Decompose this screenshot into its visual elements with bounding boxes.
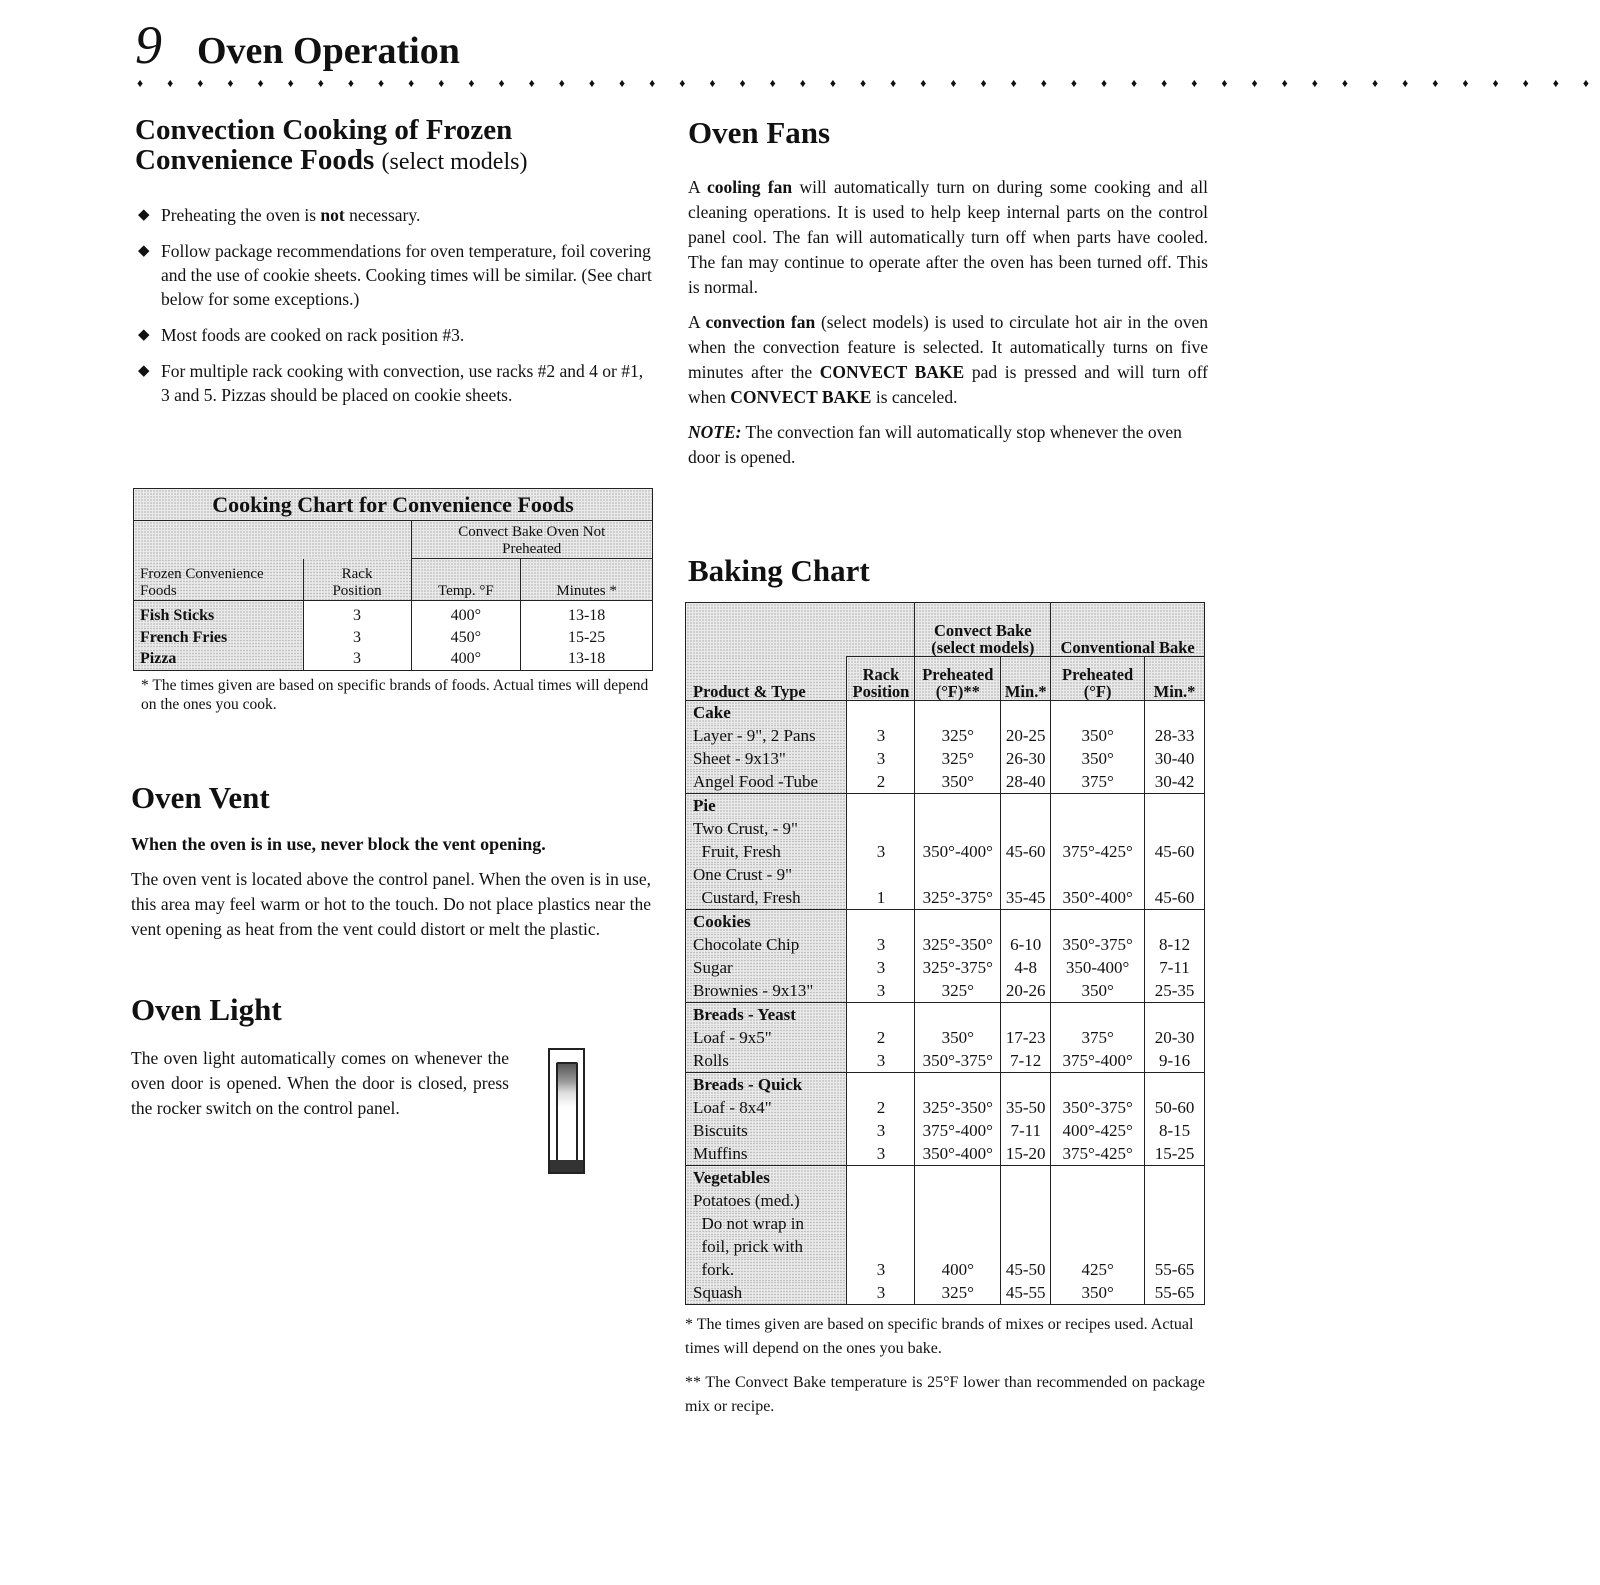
- cooling-fan-paragraph: A cooling fan will automatically turn on during some cooking and all cleaning operations. It is used to help keep internal parts on the control panel cool. The fan will automatically turn off when parts have cooled. The fan may continue to operate after the oven has been turned off. This is normal.: [688, 177, 1208, 297]
- category-label: Breads - Yeast: [686, 1003, 847, 1027]
- cell-rack: [847, 863, 915, 886]
- empty-cell: [915, 794, 1001, 818]
- rocker-switch-paddle: [556, 1062, 578, 1162]
- empty-cell: [847, 1073, 915, 1097]
- baking-chart-title: Baking Chart: [688, 553, 870, 588]
- cell-cn-min: [1145, 1189, 1205, 1212]
- category-label: Breads - Quick: [686, 1073, 847, 1097]
- col-header-food: Frozen Convenience Foods: [134, 559, 304, 601]
- empty-cell: [1145, 1166, 1205, 1190]
- table-row: [686, 817, 1205, 840]
- cell-product: Angel Food -Tube: [686, 770, 847, 794]
- cell-cv-pre: 325°: [915, 1281, 1001, 1305]
- convection-section-title: [135, 115, 655, 177]
- cell-cv-pre: 375°-400°: [915, 1119, 1001, 1142]
- baking-chart: [685, 602, 1205, 1419]
- cell-food: Pizza: [134, 649, 304, 671]
- cell-cv-pre: 350°: [915, 770, 1001, 794]
- table-row: [686, 956, 1205, 979]
- cell-cn-pre: 375°-425°: [1051, 1142, 1145, 1166]
- cell-cn-pre: [1051, 817, 1145, 840]
- cell-product: Fruit, Fresh: [686, 840, 847, 863]
- convenience-footnote: * The times given are based on specific brands of foods. Actual times will depend on the ones you cook.: [141, 677, 649, 713]
- cell-product: Loaf - 9x5": [686, 1026, 847, 1049]
- cell-cn-pre: [1051, 1235, 1145, 1258]
- cell-rack: 3: [847, 1281, 915, 1305]
- cell-cn-pre: [1051, 1212, 1145, 1235]
- cell-cn-min: 50-60: [1145, 1096, 1205, 1119]
- table-row: [686, 1281, 1205, 1305]
- col-header-rack-position: Rack Position: [847, 657, 915, 701]
- cell-cn-min: 30-40: [1145, 747, 1205, 770]
- baking-footnote-1: * The times given are based on specific brands of mixes or recipes used. Actual times will depend on the ones you bake.: [685, 1316, 1194, 1357]
- table-row: [686, 747, 1205, 770]
- cell-cn-pre: 400°-425°: [1051, 1119, 1145, 1142]
- convection-title-line2: Convenience Foods: [135, 144, 375, 176]
- table-row: [686, 1189, 1205, 1212]
- diamond-bullet-icon: ◆: [138, 207, 150, 223]
- cell-cn-min: 55-65: [1145, 1281, 1205, 1305]
- cell-cv-pre: 350°-400°: [915, 1142, 1001, 1166]
- cell-cv-min: 20-25: [1001, 724, 1051, 747]
- cell-product: Loaf - 8x4": [686, 1096, 847, 1119]
- cell-product: Layer - 9", 2 Pans: [686, 724, 847, 747]
- convect-bake-header: Convect Bake (select models): [915, 603, 1051, 657]
- cell-cn-min: [1145, 1212, 1205, 1235]
- cell-cv-pre: 325°-375°: [915, 956, 1001, 979]
- cell-rack: 3: [847, 1142, 915, 1166]
- cell-minutes: 13-18: [521, 601, 653, 627]
- table-row: [134, 601, 653, 627]
- cell-cn-pre: 375°-400°: [1051, 1049, 1145, 1073]
- cell-rack: [847, 1235, 915, 1258]
- empty-cell: [1001, 794, 1051, 818]
- cell-cv-min: 7-11: [1001, 1119, 1051, 1142]
- convection-title-line1: Convection Cooking of Frozen: [135, 114, 513, 146]
- cell-food: French Fries: [134, 627, 304, 649]
- table-row: [686, 770, 1205, 794]
- cell-cn-pre: 350°-375°: [1051, 933, 1145, 956]
- empty-cell: [915, 701, 1001, 725]
- cell-cn-pre: 350°: [1051, 979, 1145, 1003]
- cell-cv-pre: [915, 1235, 1001, 1258]
- empty-cell: [847, 1003, 915, 1027]
- cell-food: Fish Sticks: [134, 601, 304, 627]
- cell-rack: 3: [303, 649, 411, 671]
- oven-light-body: The oven light automatically comes on whenever the oven door is opened. When the door is closed, press the rocker switch on the control panel.: [131, 1048, 509, 1118]
- cell-cn-min: 25-35: [1145, 979, 1205, 1003]
- diamond-divider: ♦ ♦ ♦ ♦ ♦ ♦ ♦ ♦ ♦ ♦ ♦ ♦ ♦ ♦ ♦ ♦ ♦ ♦ ♦ ♦ ♦ ♦ ♦ ♦ ♦ ♦ ♦ ♦ ♦ ♦ ♦ ♦ ♦ ♦ ♦ ♦ ♦ ♦ ♦ ♦ ♦ ♦ ♦ ♦ ♦ ♦ ♦ ♦ ♦: [137, 76, 1600, 90]
- table-row: [686, 840, 1205, 863]
- empty-cell: [847, 1166, 915, 1190]
- cell-temp: 400°: [411, 601, 521, 627]
- cell-cv-min: 28-40: [1001, 770, 1051, 794]
- cell-cv-pre: 325°: [915, 979, 1001, 1003]
- table-row: [686, 1235, 1205, 1258]
- cell-cn-min: 28-33: [1145, 724, 1205, 747]
- cell-cv-pre: [915, 817, 1001, 840]
- cell-cv-min: 35-45: [1001, 886, 1051, 910]
- empty-cell: [1145, 701, 1205, 725]
- cell-rack: [847, 817, 915, 840]
- oven-vent-title: Oven Vent: [131, 780, 270, 815]
- cell-product: fork.: [686, 1258, 847, 1281]
- baking-footnote-2: ** The Convect Bake temperature is 25°F lower than recommended on package mix or recipe.: [685, 1374, 1205, 1415]
- right-column: [688, 115, 1208, 588]
- cell-rack: [847, 1212, 915, 1235]
- cell-cv-min: 4-8: [1001, 956, 1051, 979]
- baking-blank-header: [686, 603, 915, 657]
- cell-cn-min: 30-42: [1145, 770, 1205, 794]
- empty-cell: [1145, 910, 1205, 934]
- convenience-chart: [133, 488, 653, 714]
- cell-product: Custard, Fresh: [686, 886, 847, 910]
- empty-cell: [1145, 1003, 1205, 1027]
- cell-cn-min: 9-16: [1145, 1049, 1205, 1073]
- cell-cn-pre: 375°: [1051, 770, 1145, 794]
- convection-title-suffix: (select models): [381, 149, 528, 175]
- col-header-convect-preheated: Preheated (°F)**: [915, 657, 1001, 701]
- cell-product: Sheet - 9x13": [686, 747, 847, 770]
- empty-cell: [847, 701, 915, 725]
- cell-cv-pre: 325°-350°: [915, 1096, 1001, 1119]
- rocker-switch-illustration: [548, 1048, 585, 1174]
- cell-cv-min: [1001, 817, 1051, 840]
- page-title: Oven Operation: [197, 30, 460, 72]
- cell-rack: 3: [847, 933, 915, 956]
- empty-cell: [1051, 1003, 1145, 1027]
- col-header-conventional-min: Min.*: [1145, 657, 1205, 701]
- table-row: [686, 1142, 1205, 1166]
- cell-cn-pre: 350°-400°: [1051, 886, 1145, 910]
- cell-cv-pre: 350°-400°: [915, 840, 1001, 863]
- cell-cn-pre: 350°: [1051, 747, 1145, 770]
- cell-cv-min: [1001, 1235, 1051, 1258]
- cell-cn-pre: 425°: [1051, 1258, 1145, 1281]
- cell-cv-min: [1001, 1189, 1051, 1212]
- page-header: [135, 14, 1195, 76]
- empty-cell: [1001, 1073, 1051, 1097]
- cell-cv-min: 17-23: [1001, 1026, 1051, 1049]
- cell-cn-min: 45-60: [1145, 840, 1205, 863]
- cell-rack: 2: [847, 770, 915, 794]
- cell-product: foil, prick with: [686, 1235, 847, 1258]
- col-header-rack: Rack Position: [303, 559, 411, 601]
- cell-cv-min: 45-50: [1001, 1258, 1051, 1281]
- rocker-switch-base: [550, 1160, 583, 1172]
- empty-cell: [1051, 794, 1145, 818]
- cell-cv-min: 45-55: [1001, 1281, 1051, 1305]
- cell-cv-pre: 325°-350°: [915, 933, 1001, 956]
- col-header-product: Product & Type: [686, 657, 847, 701]
- cell-rack: 2: [847, 1026, 915, 1049]
- category-row: [686, 1166, 1205, 1190]
- cell-cn-min: 8-12: [1145, 933, 1205, 956]
- cell-rack: [847, 1189, 915, 1212]
- col-header-temp: Temp. °F: [411, 559, 521, 601]
- cell-product: Muffins: [686, 1142, 847, 1166]
- cell-cv-pre: 350°: [915, 1026, 1001, 1049]
- baking-table: [685, 602, 1205, 1305]
- diamond-bullet-icon: ◆: [138, 327, 150, 343]
- table-row: [686, 979, 1205, 1003]
- cell-cn-pre: 375°: [1051, 1026, 1145, 1049]
- cell-temp: 400°: [411, 649, 521, 671]
- empty-cell: [1051, 910, 1145, 934]
- conventional-bake-header: Conventional Bake: [1051, 603, 1205, 657]
- empty-cell: [915, 1003, 1001, 1027]
- cell-cn-min: [1145, 863, 1205, 886]
- cell-cn-min: 45-60: [1145, 886, 1205, 910]
- cell-product: Biscuits: [686, 1119, 847, 1142]
- chapter-number: 9: [135, 15, 162, 75]
- cell-cv-pre: [915, 1189, 1001, 1212]
- oven-fans-title: Oven Fans: [688, 115, 831, 150]
- col-header-minutes: Minutes *: [521, 559, 653, 601]
- empty-cell: [1051, 1073, 1145, 1097]
- cell-product: Two Crust, - 9": [686, 817, 847, 840]
- table-row: [686, 1119, 1205, 1142]
- cell-cv-min: 45-60: [1001, 840, 1051, 863]
- cell-cn-pre: [1051, 1189, 1145, 1212]
- blank-header-cell: [134, 521, 412, 559]
- convection-bullet-item: ◆ Most foods are cooked on rack position #3.: [138, 325, 465, 345]
- cell-cn-min: 8-15: [1145, 1119, 1205, 1142]
- cell-product: One Crust - 9": [686, 863, 847, 886]
- table-row: [134, 627, 653, 649]
- cell-cv-min: 20-26: [1001, 979, 1051, 1003]
- cell-product: Squash: [686, 1281, 847, 1305]
- category-label: Cookies: [686, 910, 847, 934]
- cell-cn-min: 15-25: [1145, 1142, 1205, 1166]
- cell-product: Brownies - 9x13": [686, 979, 847, 1003]
- table-row: [686, 886, 1205, 910]
- cell-cv-pre: 325°: [915, 724, 1001, 747]
- cell-rack: 3: [847, 979, 915, 1003]
- diamond-bullet-icon: ◆: [138, 363, 150, 379]
- cell-rack: 3: [303, 627, 411, 649]
- cell-rack: 1: [847, 886, 915, 910]
- category-row: [686, 794, 1205, 818]
- cell-rack: 3: [847, 1049, 915, 1073]
- category-row: [686, 701, 1205, 725]
- empty-cell: [1001, 1003, 1051, 1027]
- convenience-chart-title: Cooking Chart for Convenience Foods: [134, 489, 653, 521]
- empty-cell: [847, 910, 915, 934]
- category-label: Cake: [686, 701, 847, 725]
- col-header-conventional-preheated: Preheated (°F): [1051, 657, 1145, 701]
- convection-bullet-item: ◆ Preheating the oven is not necessary.: [138, 205, 421, 225]
- cell-cv-min: 6-10: [1001, 933, 1051, 956]
- table-row: [686, 724, 1205, 747]
- empty-cell: [915, 1073, 1001, 1097]
- empty-cell: [1051, 701, 1145, 725]
- cell-cn-min: 7-11: [1145, 956, 1205, 979]
- category-row: [686, 1003, 1205, 1027]
- cell-cn-pre: 350-400°: [1051, 956, 1145, 979]
- cell-cv-pre: [915, 1212, 1001, 1235]
- empty-cell: [1145, 794, 1205, 818]
- table-row: [134, 649, 653, 671]
- cell-rack: 3: [847, 1258, 915, 1281]
- cell-cn-min: 20-30: [1145, 1026, 1205, 1049]
- empty-cell: [847, 794, 915, 818]
- table-row: [686, 863, 1205, 886]
- convection-bullet-list: [135, 203, 655, 407]
- empty-cell: [915, 910, 1001, 934]
- left-column: [135, 115, 655, 419]
- cell-product: Do not wrap in: [686, 1212, 847, 1235]
- cell-cv-min: [1001, 863, 1051, 886]
- empty-cell: [915, 1166, 1001, 1190]
- table-row: [686, 1096, 1205, 1119]
- convect-bake-group-header: Convect Bake Oven Not Preheated: [411, 521, 653, 559]
- category-label: Vegetables: [686, 1166, 847, 1190]
- cell-cv-min: 15-20: [1001, 1142, 1051, 1166]
- convection-fan-paragraph: A convection fan (select models) is used to circulate hot air in the oven when the convection feature is selected. It automatically turns on five minutes after the CONVECT BAKE pad is pressed and will turn off when CONVECT BAKE is canceled.: [688, 312, 1208, 407]
- table-row: [686, 1049, 1205, 1073]
- cell-minutes: 13-18: [521, 649, 653, 671]
- cell-cv-pre: 400°: [915, 1258, 1001, 1281]
- cell-cn-min: [1145, 817, 1205, 840]
- table-row: [686, 1258, 1205, 1281]
- category-row: [686, 1073, 1205, 1097]
- cell-cv-pre: 325°: [915, 747, 1001, 770]
- cell-cv-pre: 325°-375°: [915, 886, 1001, 910]
- cell-cv-pre: 350°-375°: [915, 1049, 1001, 1073]
- cell-temp: 450°: [411, 627, 521, 649]
- cell-rack: 3: [303, 601, 411, 627]
- cell-cn-min: 55-65: [1145, 1258, 1205, 1281]
- cell-cv-min: 7-12: [1001, 1049, 1051, 1073]
- cell-cv-min: [1001, 1212, 1051, 1235]
- convection-bullet-item: ◆ For multiple rack cooking with convection, use racks #2 and 4 or #1, 3 and 5. Pizzas should be placed on cookie sheets.: [138, 361, 644, 405]
- col-header-convect-min: Min.*: [1001, 657, 1051, 701]
- table-row: [686, 933, 1205, 956]
- diamond-bullet-icon: ◆: [138, 243, 150, 259]
- cell-product: Chocolate Chip: [686, 933, 847, 956]
- cell-product: Rolls: [686, 1049, 847, 1073]
- cell-rack: 3: [847, 724, 915, 747]
- category-label: Pie: [686, 794, 847, 818]
- cell-rack: 2: [847, 1096, 915, 1119]
- empty-cell: [1001, 1166, 1051, 1190]
- convenience-table: [133, 488, 653, 671]
- cell-cv-pre: [915, 863, 1001, 886]
- table-row: [686, 1212, 1205, 1235]
- cell-cv-min: 26-30: [1001, 747, 1051, 770]
- cell-cn-pre: 375°-425°: [1051, 840, 1145, 863]
- cell-cn-pre: 350°: [1051, 1281, 1145, 1305]
- cell-product: Potatoes (med.): [686, 1189, 847, 1212]
- cell-cn-min: [1145, 1235, 1205, 1258]
- empty-cell: [1051, 1166, 1145, 1190]
- oven-light-title: Oven Light: [131, 992, 282, 1027]
- cell-rack: 3: [847, 1119, 915, 1142]
- fan-note: NOTE: The convection fan will automatically stop whenever the oven door is opened.: [688, 422, 1182, 467]
- empty-cell: [1001, 701, 1051, 725]
- table-row: [686, 1026, 1205, 1049]
- cell-rack: 3: [847, 840, 915, 863]
- empty-cell: [1001, 910, 1051, 934]
- cell-rack: 3: [847, 956, 915, 979]
- cell-cn-pre: 350°: [1051, 724, 1145, 747]
- oven-vent-warning: When the oven is in use, never block the vent opening.: [131, 834, 546, 854]
- cell-cn-pre: 350°-375°: [1051, 1096, 1145, 1119]
- cell-product: Sugar: [686, 956, 847, 979]
- cell-cn-pre: [1051, 863, 1145, 886]
- category-row: [686, 910, 1205, 934]
- oven-vent-body: The oven vent is located above the control panel. When the oven is in use, this area may feel warm or hot to the touch. Do not place plastics near the vent opening as heat from the vent could distort or melt the plastic.: [131, 869, 651, 939]
- cell-cv-min: 35-50: [1001, 1096, 1051, 1119]
- empty-cell: [1145, 1073, 1205, 1097]
- cell-rack: 3: [847, 747, 915, 770]
- cell-minutes: 15-25: [521, 627, 653, 649]
- convection-bullet-item: ◆ Follow package recommendations for oven temperature, foil covering and the use of cookie sheets. Cooking times will be similar. (See chart below for some exceptions.): [138, 241, 652, 309]
